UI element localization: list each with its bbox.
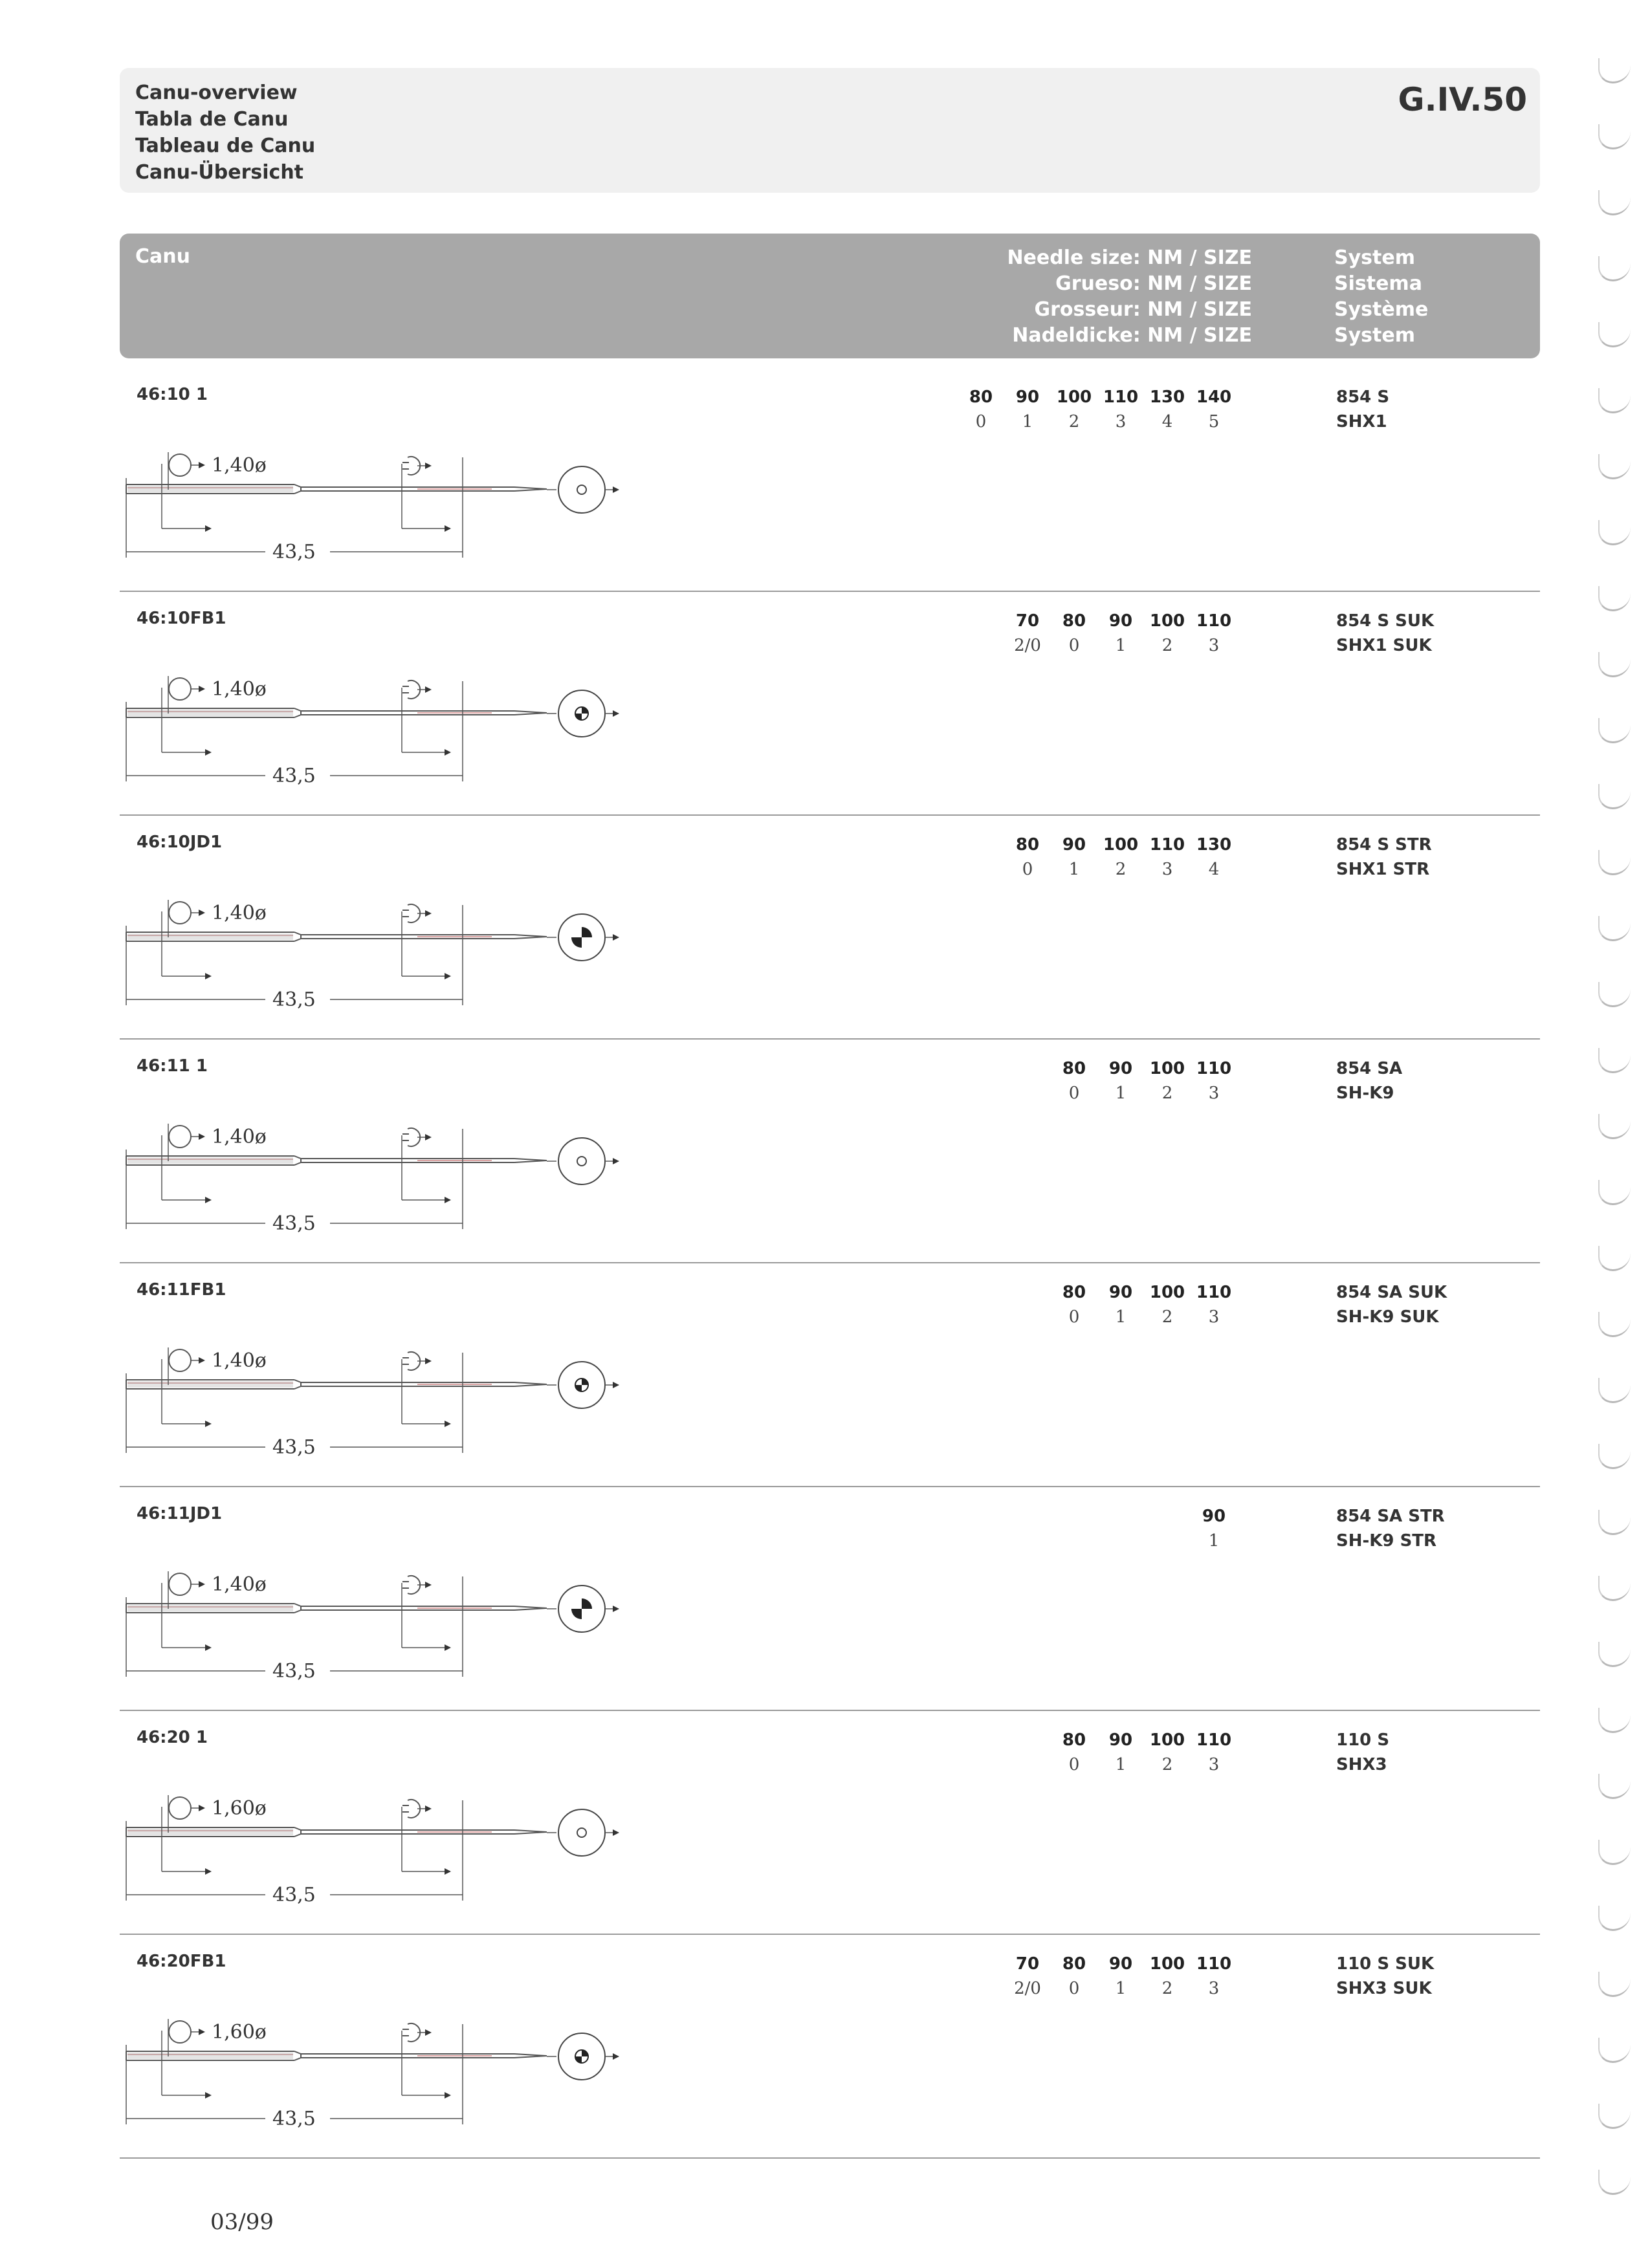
round-point-icon — [547, 466, 619, 513]
needle-code: 46:10FB1 — [137, 609, 226, 628]
size-value: 3 — [1208, 1755, 1220, 1774]
system-codes — [1336, 1280, 1447, 1329]
needle-shape — [126, 485, 547, 494]
page-code: G.IV.50 — [1398, 81, 1527, 118]
eye-icon — [402, 457, 432, 475]
binding-notch — [1598, 718, 1631, 743]
binding-notch — [1598, 2104, 1631, 2129]
needle-code: 46:11JD1 — [137, 1504, 223, 1523]
table-row — [120, 1934, 1540, 2159]
nm-value: 80 — [1062, 1059, 1086, 1078]
needle-diagram — [120, 892, 676, 1015]
nm-value: 100 — [1149, 1954, 1185, 1974]
binding-notch — [1598, 1774, 1631, 1799]
size-value: 0 — [1068, 1979, 1080, 1998]
needle-size-header — [1007, 245, 1252, 349]
size-column — [1191, 833, 1237, 882]
needle-sizes — [1004, 1952, 1237, 2001]
nm-value: 90 — [1108, 611, 1133, 631]
size-value: 0 — [1022, 860, 1033, 879]
nm-value: 80 — [1062, 1283, 1086, 1302]
title-lines — [135, 80, 315, 186]
system-code: SH-K9 — [1336, 1084, 1394, 1103]
size-column — [1144, 1280, 1191, 1329]
size-value: 0 — [1068, 1084, 1080, 1103]
needle-diagram — [120, 668, 676, 791]
eye-icon — [402, 1128, 432, 1146]
binding-notch — [1598, 1972, 1631, 1997]
binding-notch — [1598, 1180, 1631, 1205]
size-value: 3 — [1208, 1307, 1220, 1327]
needle-code: 46:20FB1 — [137, 1952, 226, 1971]
size-column — [1144, 609, 1191, 658]
size-value: 1 — [1208, 1531, 1220, 1551]
system-de: System — [1334, 324, 1415, 347]
table-row — [120, 1262, 1540, 1487]
system-code: 854 SA — [1336, 1059, 1403, 1078]
needle-diagram — [120, 1564, 676, 1686]
system-code: 110 S SUK — [1336, 1954, 1435, 1974]
binding-notch — [1598, 1048, 1631, 1073]
binding-notch — [1598, 916, 1631, 941]
diameter-icon — [169, 678, 205, 700]
diameter-icon — [169, 902, 205, 924]
system-es: Sistema — [1334, 272, 1422, 295]
size-value: 2/0 — [1014, 1979, 1041, 1998]
nm-value: 130 — [1196, 835, 1232, 855]
diameter-label: 1,60ø — [212, 2021, 267, 2044]
size-value: 2 — [1161, 636, 1173, 655]
size-column — [1144, 385, 1191, 434]
nm-value: 110 — [1196, 611, 1232, 631]
size-column — [1004, 385, 1051, 434]
binding-notch — [1598, 652, 1631, 677]
size-value: 0 — [1068, 636, 1080, 655]
nm-value: 100 — [1149, 1283, 1185, 1302]
binding-notch — [1598, 784, 1631, 809]
diameter-icon — [169, 1573, 205, 1595]
binding-holes — [1598, 58, 1637, 2245]
title-es: Tabla de Canu — [135, 108, 289, 131]
binding-notch — [1598, 454, 1631, 479]
size-value: 2 — [1161, 1979, 1173, 1998]
needle-code: 46:11FB1 — [137, 1280, 226, 1300]
table-row — [120, 591, 1540, 816]
size-column — [1191, 385, 1237, 434]
needle-size-fr: Grosseur: NM / SIZE — [1034, 298, 1252, 321]
size-column — [1004, 1952, 1051, 2001]
diameter-icon — [169, 454, 205, 476]
nm-value: 80 — [1062, 1954, 1086, 1974]
size-column — [1004, 833, 1051, 882]
nm-value: 110 — [1196, 1283, 1232, 1302]
needle-sizes — [1191, 1504, 1237, 1553]
size-column — [1144, 1056, 1191, 1106]
binding-notch — [1598, 1312, 1631, 1337]
binding-notch — [1598, 1708, 1631, 1733]
length-label: 43,5 — [272, 2108, 316, 2130]
size-column — [1051, 1728, 1097, 1777]
needle-shape — [126, 1827, 547, 1837]
table-row — [120, 1710, 1540, 1935]
needle-diagram — [120, 1787, 676, 1910]
size-column — [1097, 1728, 1144, 1777]
size-column — [1004, 609, 1051, 658]
needle-size-es: Grueso: NM / SIZE — [1055, 272, 1252, 295]
binding-notch — [1598, 1642, 1631, 1667]
round-point-icon — [547, 1809, 619, 1856]
title-fr: Tableau de Canu — [135, 135, 316, 157]
length-label: 43,5 — [272, 1660, 316, 1683]
size-value: 3 — [1208, 636, 1220, 655]
system-code: 854 SA STR — [1336, 1507, 1445, 1526]
diameter-label: 1,40ø — [212, 1573, 267, 1596]
eye-icon — [402, 1576, 432, 1594]
size-column — [1191, 1280, 1237, 1329]
binding-notch — [1598, 2038, 1631, 2063]
diameter-icon — [169, 2021, 205, 2043]
eye-icon — [402, 1352, 432, 1370]
system-fr: Système — [1334, 298, 1429, 321]
size-value: 2 — [1161, 1084, 1173, 1103]
size-column — [1144, 1952, 1191, 2001]
diameter-icon — [169, 1797, 205, 1819]
size-column — [1097, 1952, 1144, 2001]
needle-code: 46:20 1 — [137, 1728, 208, 1747]
binding-notch — [1598, 850, 1631, 875]
needle-diagram — [120, 2011, 676, 2134]
system-code: SH-K9 STR — [1336, 1531, 1437, 1551]
binding-notch — [1598, 58, 1631, 83]
system-code: 854 SA SUK — [1336, 1283, 1447, 1302]
nm-value: 110 — [1103, 387, 1139, 407]
length-label: 43,5 — [272, 1212, 316, 1235]
binding-notch — [1598, 520, 1631, 545]
diameter-label: 1,40ø — [212, 902, 267, 924]
diameter-icon — [169, 1349, 205, 1371]
needle-sizes — [1051, 1280, 1237, 1329]
diameter-icon — [169, 1126, 205, 1148]
ball-point-icon — [547, 690, 619, 737]
size-column — [1051, 385, 1097, 434]
needle-shape — [126, 708, 547, 717]
diameter-label: 1,60ø — [212, 1797, 267, 1820]
needle-code: 46:10JD1 — [137, 833, 223, 852]
system-code: SH-K9 SUK — [1336, 1307, 1439, 1327]
size-value: 1 — [1115, 1979, 1127, 1998]
needle-sizes — [1051, 1728, 1237, 1777]
size-value: 1 — [1115, 1307, 1127, 1327]
needle-shape — [126, 932, 547, 941]
nm-value: 100 — [1149, 1730, 1185, 1750]
size-value: 2 — [1068, 412, 1080, 431]
size-column — [1144, 833, 1191, 882]
system-code: SHX3 — [1336, 1755, 1387, 1774]
size-value: 4 — [1161, 412, 1173, 431]
size-column — [1097, 609, 1144, 658]
nm-value: 80 — [969, 387, 993, 407]
size-value: 2 — [1161, 1755, 1173, 1774]
nm-value: 90 — [1108, 1283, 1133, 1302]
diameter-label: 1,40ø — [212, 1126, 267, 1148]
nm-value: 90 — [1015, 387, 1040, 407]
system-code: 854 S SUK — [1336, 611, 1435, 631]
heavy-ball-point-icon — [547, 914, 619, 961]
eye-icon — [402, 1800, 432, 1818]
nm-value: 110 — [1149, 835, 1185, 855]
diameter-label: 1,40ø — [212, 1349, 267, 1372]
binding-notch — [1598, 586, 1631, 611]
size-value: 2 — [1115, 860, 1127, 879]
needle-shape — [126, 2051, 547, 2060]
system-code: 854 S — [1336, 387, 1390, 407]
needle-sizes — [1051, 1056, 1237, 1106]
eye-icon — [402, 681, 432, 699]
round-point-icon — [547, 1138, 619, 1184]
title-box — [120, 68, 1540, 193]
size-value: 5 — [1208, 412, 1220, 431]
needle-size-en: Needle size: NM / SIZE — [1007, 246, 1252, 269]
needle-sizes — [958, 385, 1237, 434]
nm-value: 90 — [1108, 1954, 1133, 1974]
length-label: 43,5 — [272, 1436, 316, 1459]
nm-value: 130 — [1149, 387, 1185, 407]
binding-notch — [1598, 1906, 1631, 1931]
size-column — [1191, 1504, 1237, 1553]
nm-value: 110 — [1196, 1730, 1232, 1750]
diameter-label: 1,40ø — [212, 454, 267, 477]
nm-value: 70 — [1015, 611, 1040, 631]
size-value: 1 — [1115, 1755, 1127, 1774]
size-column — [1051, 1280, 1097, 1329]
size-value: 3 — [1115, 412, 1127, 431]
size-column — [1097, 1056, 1144, 1106]
table-row — [120, 1038, 1540, 1263]
title-en: Canu-overview — [135, 82, 298, 104]
length-label: 43,5 — [272, 541, 316, 563]
title-de: Canu-Übersicht — [135, 161, 304, 184]
size-value: 1 — [1115, 1084, 1127, 1103]
nm-value: 80 — [1062, 611, 1086, 631]
ball-point-icon — [547, 1362, 619, 1408]
size-column — [1191, 1056, 1237, 1106]
system-header — [1334, 245, 1428, 349]
system-code: SHX1 — [1336, 412, 1387, 431]
size-column — [1191, 1952, 1237, 2001]
system-codes — [1336, 1952, 1434, 2001]
nm-value: 80 — [1015, 835, 1040, 855]
size-value: 1 — [1022, 412, 1033, 431]
system-code: SHX1 STR — [1336, 860, 1430, 879]
size-value: 1 — [1115, 636, 1127, 655]
size-value: 0 — [975, 412, 987, 431]
nm-value: 110 — [1196, 1059, 1232, 1078]
size-column — [1144, 1728, 1191, 1777]
system-codes — [1336, 1056, 1402, 1106]
needle-diagram — [120, 1340, 676, 1463]
binding-notch — [1598, 190, 1631, 215]
system-codes — [1336, 609, 1434, 658]
table-row — [120, 367, 1540, 592]
binding-notch — [1598, 1246, 1631, 1271]
size-column — [1191, 1728, 1237, 1777]
nm-value: 100 — [1103, 835, 1139, 855]
binding-notch — [1598, 124, 1631, 149]
binding-notch — [1598, 1444, 1631, 1469]
binding-notch — [1598, 1576, 1631, 1601]
system-codes — [1336, 1728, 1389, 1777]
binding-notch — [1598, 256, 1631, 281]
needle-sizes — [1004, 833, 1237, 882]
length-label: 43,5 — [272, 765, 316, 787]
table-row — [120, 1486, 1540, 1711]
table-row — [120, 814, 1540, 1040]
size-value: 3 — [1161, 860, 1173, 879]
needle-shape — [126, 1156, 547, 1165]
needle-shape — [126, 1604, 547, 1613]
system-codes — [1336, 385, 1389, 434]
system-code: SHX3 SUK — [1336, 1979, 1432, 1998]
size-value: 1 — [1068, 860, 1080, 879]
size-value: 2 — [1161, 1307, 1173, 1327]
needle-size-de: Nadeldicke: NM / SIZE — [1012, 324, 1252, 347]
size-column — [1097, 385, 1144, 434]
needle-shape — [126, 1380, 547, 1389]
size-column — [1051, 1056, 1097, 1106]
size-value: 3 — [1208, 1979, 1220, 1998]
footer-date: 03/99 — [210, 2209, 274, 2235]
binding-notch — [1598, 1114, 1631, 1139]
eye-icon — [402, 904, 432, 922]
nm-value: 80 — [1062, 1730, 1086, 1750]
size-column — [1191, 609, 1237, 658]
system-code: 110 S — [1336, 1730, 1390, 1750]
binding-notch — [1598, 982, 1631, 1007]
length-label: 43,5 — [272, 1884, 316, 1906]
system-codes — [1336, 1504, 1445, 1553]
size-column — [958, 385, 1004, 434]
eye-icon — [402, 2023, 432, 2042]
size-value: 3 — [1208, 1084, 1220, 1103]
nm-value: 140 — [1196, 387, 1232, 407]
canu-header-label: Canu — [135, 245, 190, 268]
size-column — [1051, 609, 1097, 658]
size-column — [1097, 1280, 1144, 1329]
table-header — [120, 234, 1540, 358]
binding-notch — [1598, 1840, 1631, 1865]
ball-point-icon — [547, 2033, 619, 2080]
needle-sizes — [1004, 609, 1237, 658]
needle-diagram — [120, 444, 676, 567]
size-value: 0 — [1068, 1307, 1080, 1327]
nm-value: 90 — [1108, 1730, 1133, 1750]
system-code: 854 S STR — [1336, 835, 1432, 855]
needle-code: 46:10 1 — [137, 385, 208, 404]
binding-notch — [1598, 2170, 1631, 2195]
nm-value: 100 — [1149, 611, 1185, 631]
size-value: 0 — [1068, 1755, 1080, 1774]
nm-value: 90 — [1062, 835, 1086, 855]
system-code: SHX1 SUK — [1336, 636, 1432, 655]
needle-code: 46:11 1 — [137, 1056, 208, 1076]
size-column — [1051, 833, 1097, 882]
nm-value: 110 — [1196, 1954, 1232, 1974]
size-value: 2/0 — [1014, 636, 1041, 655]
binding-notch — [1598, 322, 1631, 347]
nm-value: 70 — [1015, 1954, 1040, 1974]
nm-value: 100 — [1149, 1059, 1185, 1078]
needle-diagram — [120, 1116, 676, 1239]
binding-notch — [1598, 1510, 1631, 1535]
nm-value: 90 — [1202, 1507, 1226, 1526]
binding-notch — [1598, 388, 1631, 413]
size-value: 4 — [1208, 860, 1220, 879]
size-column — [1051, 1952, 1097, 2001]
size-column — [1097, 833, 1144, 882]
system-codes — [1336, 833, 1432, 882]
diameter-label: 1,40ø — [212, 678, 267, 701]
binding-notch — [1598, 1378, 1631, 1403]
length-label: 43,5 — [272, 988, 316, 1011]
system-en: System — [1334, 246, 1415, 269]
nm-value: 90 — [1108, 1059, 1133, 1078]
nm-value: 100 — [1056, 387, 1092, 407]
heavy-ball-point-icon — [547, 1586, 619, 1632]
row-divider — [120, 2157, 1540, 2159]
